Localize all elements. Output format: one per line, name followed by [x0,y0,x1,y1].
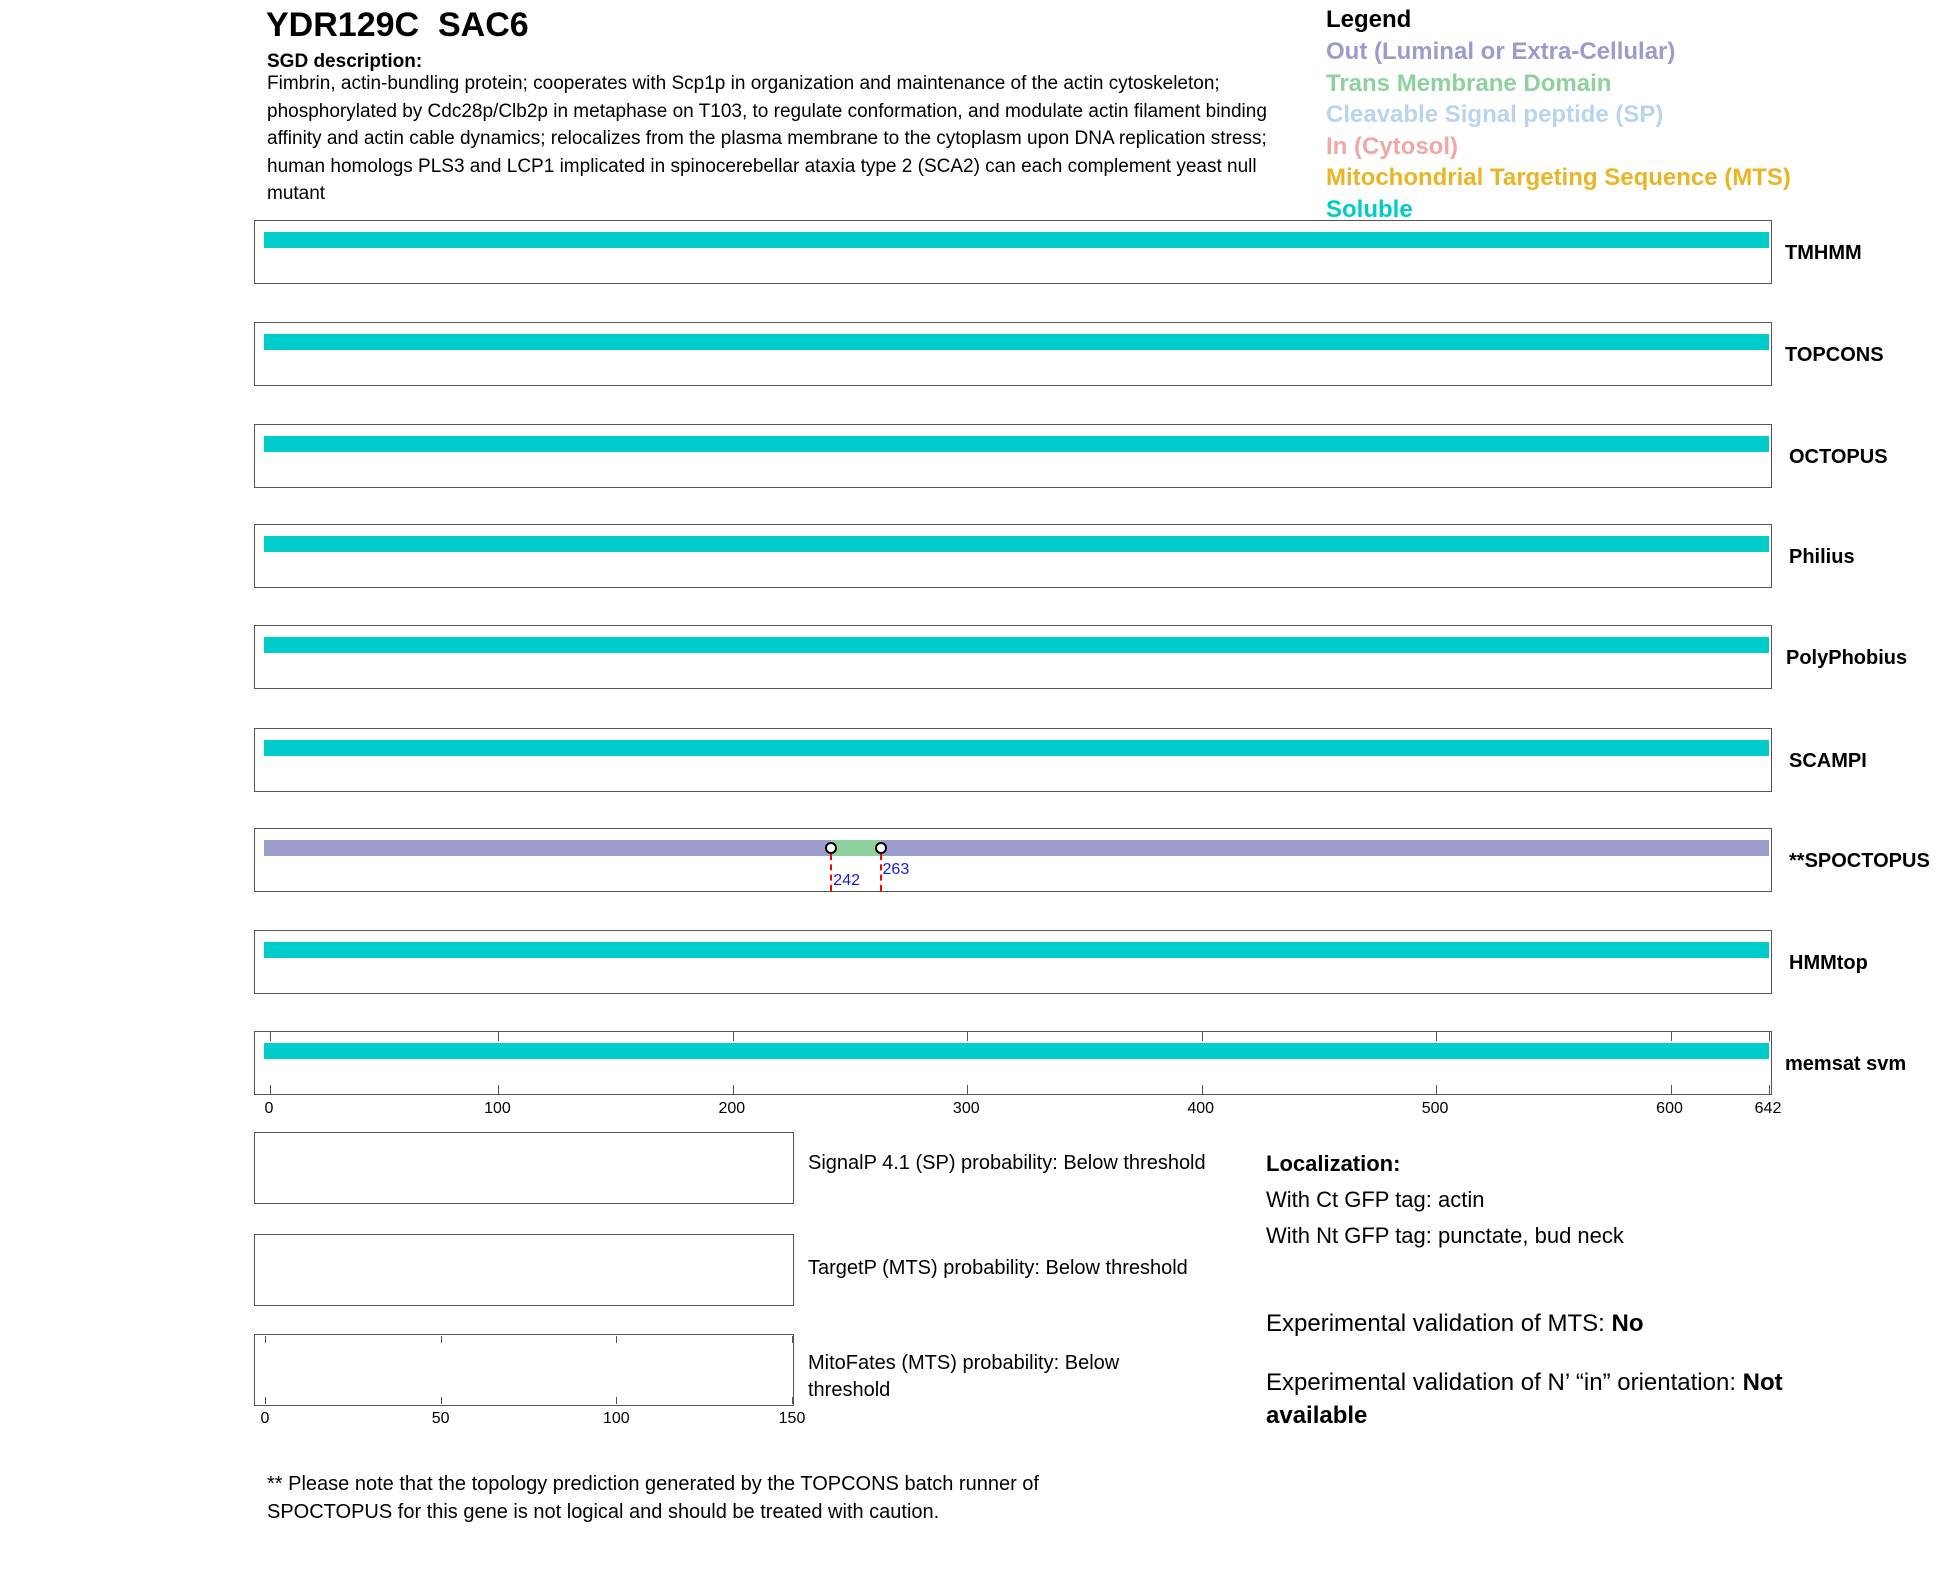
probability-axis-label: 50 [431,1410,450,1427]
boundary-line [830,854,832,891]
legend-item: Mitochondrial Targeting Sequence (MTS) [1326,164,1791,192]
mts-validation-value: No [1611,1310,1644,1337]
predictor-label: Philius [1789,546,1855,568]
boundary-line [880,854,882,891]
probability-axis-tick [616,1397,617,1404]
predictor-panel [254,828,1772,892]
mts-validation [1266,1307,1866,1340]
axis-tick-label: 300 [952,1100,980,1117]
targetp-plot [254,1234,794,1306]
predictor-panel [254,424,1772,488]
signalp-plot [254,1132,794,1204]
predictor-label: OCTOPUS [1789,446,1888,468]
axis-tick [1436,1085,1437,1094]
axis-tick-label: 100 [484,1100,511,1117]
localization-heading: Localization: [1266,1151,1401,1176]
probability-axis-label: 150 [778,1410,806,1427]
legend-item: Trans Membrane Domain [1326,69,1612,97]
boundary-label: 263 [882,861,910,878]
axis-tick-label: 642 [1754,1100,1782,1117]
probability-axis-tick [792,1397,793,1404]
topology-segment [264,334,1769,350]
axis-tick-label: 200 [718,1100,746,1117]
predictor-panel [254,625,1772,689]
mitofates-label: MitoFates (MTS) probability: Below threshold [808,1352,1120,1401]
axis-tick-label: 600 [1656,1100,1683,1117]
axis-tick [733,1085,734,1094]
predictor-panel [254,220,1772,284]
predictor-panel [254,524,1772,588]
axis-tick [270,1085,271,1094]
mts-validation-label: Experimental validation of MTS: [1266,1310,1612,1337]
description-text: Fimbrin, actin-bundling protein; cooperates with Scp1p in organization and maintenance of the actin cytoskeleton; phosphorylated by Cdc28p/Clb2p in metaphase on T103, to regulate conformation, and modulate actin filament binding affinity and actin cable dynamics; relocalizes from the plasma membrane to the cytoplasm upon DNA replication stress; human homologs PLS3 and LCP1 implicated in spinocerebellar ataxia type 2 (SCA2) can each complement yeast null mutant [267,73,1267,204]
axis-tick [967,1032,968,1041]
legend-title: Legend [1326,6,1412,33]
axis-tick-label: 0 [264,1100,274,1117]
legend-item: Soluble [1326,195,1413,223]
axis-tick [733,1032,734,1041]
probability-axis-label: 0 [260,1410,270,1427]
topology-segment [264,436,1769,452]
predictor-label: PolyPhobius [1786,647,1908,669]
predictor-panel [254,930,1772,994]
probability-axis-tick [792,1336,793,1343]
orientation-validation-value: Not available [1266,1369,1783,1429]
localization-nt: With Nt GFP tag: punctate, bud neck [1266,1223,1624,1248]
targetp-label: TargetP (MTS) probability: Below threshold [808,1257,1188,1279]
predictor-label: TMHMM [1785,242,1862,264]
description-heading: SGD description: [267,51,423,72]
axis-tick [1671,1085,1672,1094]
probability-axis-tick [265,1397,266,1404]
axis-tick [1436,1032,1437,1041]
axis-tick [498,1085,499,1094]
topology-segment [264,942,1769,958]
predictor-panel [254,728,1772,792]
axis-tick-label: 500 [1421,1100,1449,1117]
axis-tick [1671,1032,1672,1041]
legend-item: In (Cytosol) [1326,132,1458,160]
orientation-validation-label: Experimental validation of N’ “in” orientation: [1266,1369,1743,1396]
probability-axis-tick [616,1336,617,1343]
axis-tick [1769,1085,1770,1094]
axis-tick [1202,1032,1203,1041]
predictor-panel [254,322,1772,386]
topology-segment [264,840,831,856]
gene-title: YDR129C SAC6 [266,6,529,44]
predictor-label: TOPCONS [1785,344,1884,366]
topology-segment [264,740,1769,756]
topology-segment [264,232,1769,248]
probability-axis-tick [441,1397,442,1404]
mitofates-plot [254,1334,794,1406]
footnote: ** Please note that the topology prediction generated by the TOPCONS batch runner of SPOCTOPUS for this gene is not logical and should be treated with caution. [267,1473,1039,1523]
legend-item: Out (Luminal or Extra-Cellular) [1326,38,1676,65]
legend-item: Cleavable Signal peptide (SP) [1326,101,1664,129]
topology-segment [881,840,1769,856]
boundary-marker [875,842,887,854]
boundary-label: 242 [833,872,860,889]
legend-items [1326,36,1791,226]
axis-tick [967,1085,968,1094]
probability-axis-label: 100 [602,1410,630,1427]
predictor-label: **SPOCTOPUS [1789,850,1930,872]
predictor-panel [254,1031,1772,1095]
localization-ct: With Ct GFP tag: actin [1266,1187,1485,1212]
predictor-label: memsat svm [1785,1053,1907,1075]
axis-tick [270,1032,271,1041]
topology-segment [264,1043,1769,1059]
axis-tick-label: 400 [1187,1100,1215,1117]
orientation-validation [1266,1366,1866,1432]
probability-axis-tick [441,1336,442,1343]
topology-segment [264,536,1769,552]
topology-segment [264,637,1769,653]
axis-tick [498,1032,499,1041]
signalp-label: SignalP 4.1 (SP) probability: Below threshold [808,1152,1206,1174]
predictor-label: SCAMPI [1789,750,1867,772]
axis-tick [1769,1032,1770,1041]
axis-tick [1202,1085,1203,1094]
probability-axis-tick [265,1336,266,1343]
topology-segment [831,840,880,856]
predictor-label: HMMtop [1789,952,1868,974]
legend [1326,4,1791,226]
